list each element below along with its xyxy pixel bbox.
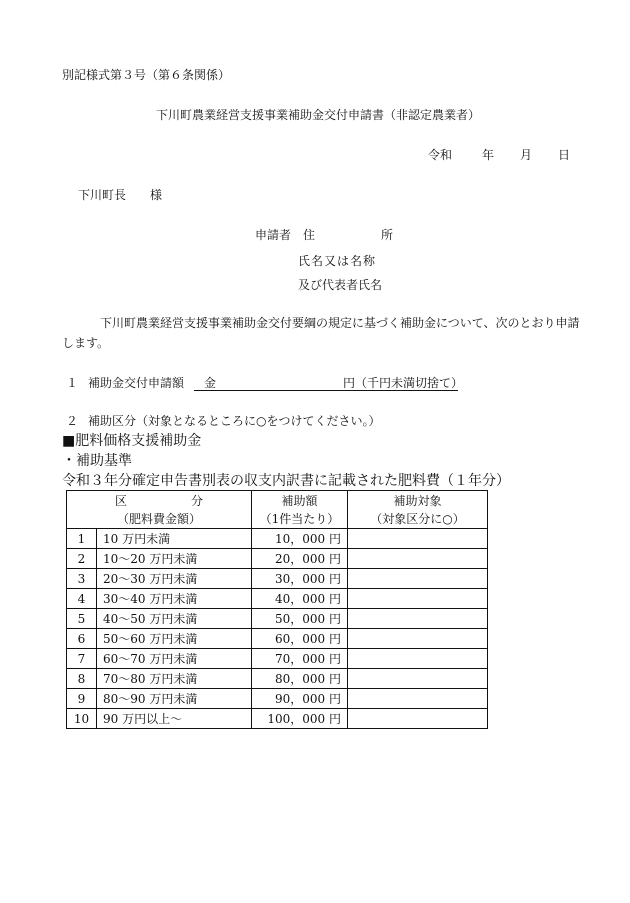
representative-label: 及び代表者氏名 — [298, 278, 383, 292]
row-amount: 90，000 円 — [252, 689, 348, 709]
table-row — [67, 549, 488, 569]
row-mark-cell[interactable] — [348, 589, 488, 609]
date-era: 令和 — [428, 148, 453, 162]
header-amount-sub: （1件当たり） — [252, 510, 348, 529]
table-header-row-1 — [67, 491, 488, 510]
row-range: 20～30 万円未満 — [97, 569, 252, 589]
row-number: 8 — [67, 669, 97, 689]
sub-title: ・補助基準 — [62, 453, 132, 469]
row-amount: 40，000 円 — [252, 589, 348, 609]
table-row — [67, 589, 488, 609]
row-amount: 80，000 円 — [252, 669, 348, 689]
item-1-label — [66, 374, 184, 391]
row-range: 60～70 万円未満 — [97, 649, 252, 669]
row-number: 9 — [67, 689, 97, 709]
amount-prefix: 金 — [204, 376, 217, 390]
row-amount: 50，000 円 — [252, 609, 348, 629]
row-amount: 100，000 円 — [252, 709, 348, 729]
table-row — [67, 689, 488, 709]
row-amount: 70，000 円 — [252, 649, 348, 669]
date-year: 年 — [482, 148, 495, 162]
row-number: 1 — [67, 529, 97, 549]
addressee-honorific: 様 — [150, 188, 163, 202]
row-mark-cell[interactable] — [348, 629, 488, 649]
table-row — [67, 709, 488, 729]
header-target-sub: （対象区分に○） — [348, 510, 488, 529]
row-amount: 60，000 円 — [252, 629, 348, 649]
amount-underline — [194, 390, 458, 391]
item-1-number: １ — [66, 376, 79, 390]
amount-suffix: 円（千円未満切捨て） — [343, 376, 464, 390]
item-2-number: ２ — [66, 414, 79, 428]
table-row — [67, 629, 488, 649]
row-mark-cell[interactable] — [348, 709, 488, 729]
row-range: 40～50 万円未満 — [97, 609, 252, 629]
table-caption: 令和３年分確定申告書別表の収支内訳書に記載された肥料費（１年分） — [62, 473, 510, 489]
row-number: 6 — [67, 629, 97, 649]
name-label: 氏名又は名称 — [298, 254, 377, 268]
row-amount: 10，000 円 — [252, 529, 348, 549]
row-mark-cell[interactable] — [348, 649, 488, 669]
table-row — [67, 609, 488, 629]
applicant-label: 申請者 — [255, 228, 292, 242]
form-number: 別記様式第３号（第６条関係） — [62, 68, 231, 82]
body-line-1: 下川町農業経営支援事業補助金交付要綱の規定に基づく補助金について、次のとおり申請 — [100, 316, 580, 330]
date-month: 月 — [520, 148, 533, 162]
row-mark-cell[interactable] — [348, 549, 488, 569]
header-target: 補助対象 — [348, 491, 488, 510]
row-number: 10 — [67, 709, 97, 729]
subsidy-table — [66, 490, 488, 729]
addressee-name: 下川町長 — [78, 188, 127, 202]
row-number: 3 — [67, 569, 97, 589]
table-row — [67, 649, 488, 669]
item-1-text: 補助金交付申請額 — [88, 376, 185, 390]
header-category-char-1: 区 — [114, 493, 127, 508]
header-amount: 補助額 — [252, 491, 348, 510]
row-number: 2 — [67, 549, 97, 569]
row-number: 7 — [67, 649, 97, 669]
row-range: 50～60 万円未満 — [97, 629, 252, 649]
table-row — [67, 569, 488, 589]
header-category — [67, 491, 252, 510]
row-range: 70～80 万円未満 — [97, 669, 252, 689]
row-range: 10～20 万円未満 — [97, 549, 252, 569]
date-line — [428, 146, 570, 163]
row-range: 80～90 万円未満 — [97, 689, 252, 709]
address-label-2: 所 — [381, 228, 394, 242]
row-mark-cell[interactable] — [348, 529, 488, 549]
row-amount: 20，000 円 — [252, 549, 348, 569]
address-label-1: 住 — [303, 228, 316, 242]
item-2-label — [66, 412, 381, 429]
row-number: 5 — [67, 609, 97, 629]
table-header-row-2 — [67, 510, 488, 529]
body-line-2: します。 — [62, 336, 110, 350]
applicant-address-row — [255, 226, 393, 243]
row-range: 10 万円未満 — [97, 529, 252, 549]
date-day: 日 — [558, 148, 571, 162]
section-title: ■肥料価格支援補助金 — [62, 433, 202, 449]
row-range: 30～40 万円未満 — [97, 589, 252, 609]
row-mark-cell[interactable] — [348, 609, 488, 629]
row-mark-cell[interactable] — [348, 689, 488, 709]
row-range: 90 万円以上～ — [97, 709, 252, 729]
header-category-sub: （肥料費金額） — [67, 510, 252, 529]
row-mark-cell[interactable] — [348, 569, 488, 589]
document-title: 下川町農業経営支援事業補助金交付申請書（非認定農業者） — [156, 108, 481, 122]
addressee — [78, 186, 162, 203]
row-amount: 30，000 円 — [252, 569, 348, 589]
item-2-text: 補助区分（対象となるところに○をつけてください。） — [88, 414, 381, 428]
row-number: 4 — [67, 589, 97, 609]
table-row — [67, 529, 488, 549]
row-mark-cell[interactable] — [348, 669, 488, 689]
header-category-char-2: 分 — [191, 493, 204, 508]
table-row — [67, 669, 488, 689]
